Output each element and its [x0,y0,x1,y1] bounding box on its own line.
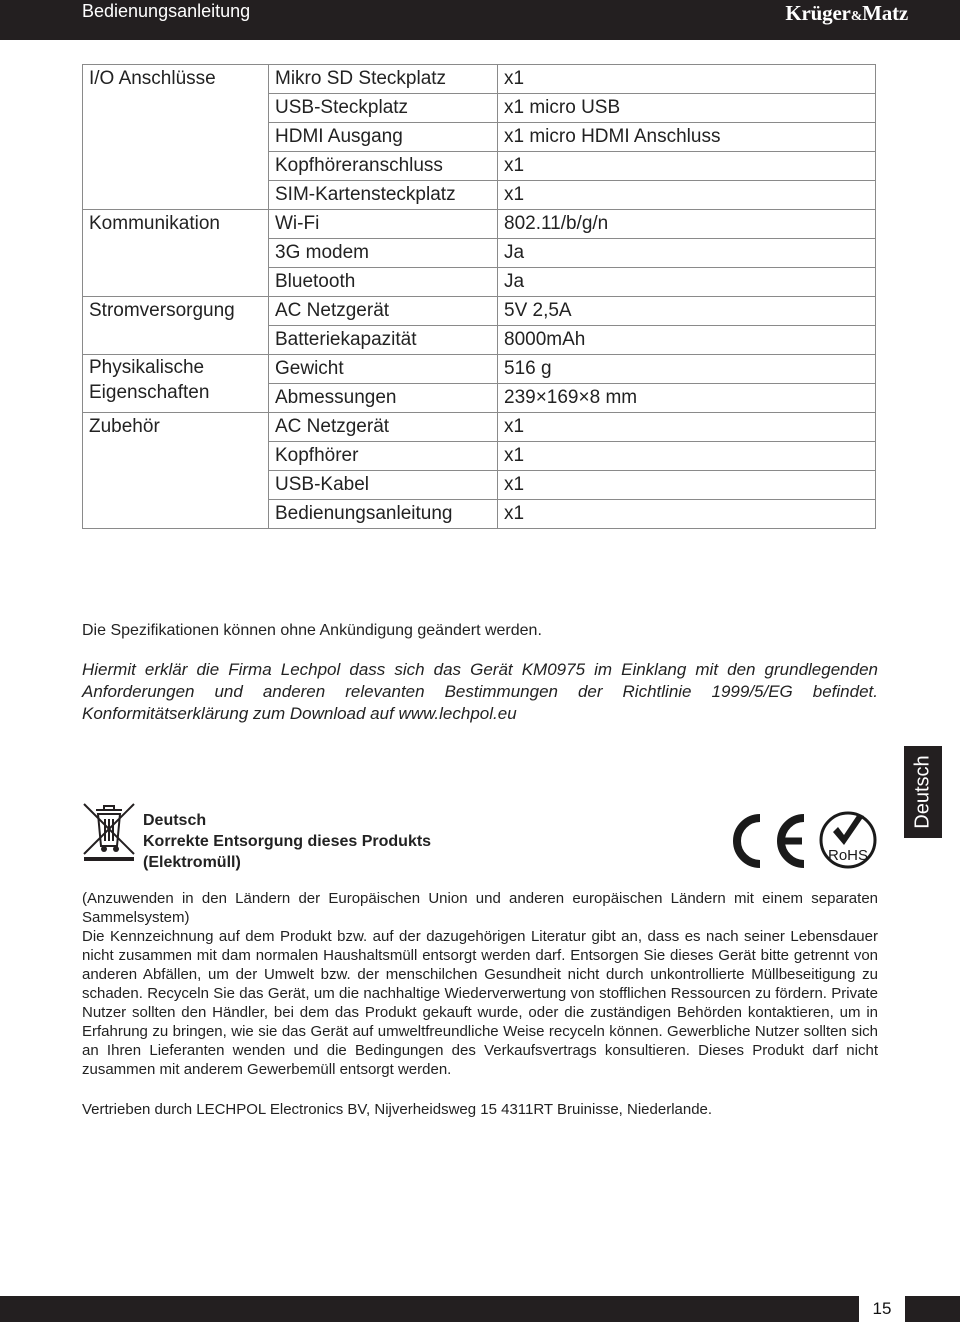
feature-cell: Mikro SD Steckplatz [269,65,498,94]
disposal-heading [143,810,431,873]
feature-cell: AC Netzgerät [269,297,498,326]
conformity-declaration: Hiermit erklär die Firma Lechpol dass sich das Gerät KM0975 im Einklang mit den grundlegenden Anforderungen und anderen relevanten Bestimmungen der Richtlinie 1999/5/EG befindet. Konformitätserklärung zum Download auf www.lechpol.eu [82,660,878,723]
value-cell: x1 [498,471,876,500]
page-number: 15 [859,1296,905,1322]
disposal-heading-language: Deutsch [143,812,207,829]
category-cell: Physikalische Eigenschaften [83,355,269,413]
category-cell: Stromversorgung [83,297,269,355]
specification-note: Die Spezifikationen können ohne Ankündigung geändert werden. [82,622,542,639]
value-cell: 802.11/b/g/n [498,210,876,239]
table-row [83,65,876,94]
language-tab-label: Deutsch [911,755,934,829]
category-cell: Kommunikation [83,210,269,297]
value-cell: 8000mAh [498,326,876,355]
category-cell: Zubehör [83,413,269,529]
feature-cell: USB-Steckplatz [269,94,498,123]
feature-cell: Kopfhöreranschluss [269,152,498,181]
value-cell: Ja [498,268,876,297]
rohs-check-icon [818,810,878,870]
feature-cell: SIM-Kartensteckplatz [269,181,498,210]
rohs-label: RoHS [827,847,869,864]
value-cell: 239×169×8 mm [498,384,876,413]
category-cell: I/O Anschlüsse [83,65,269,210]
crossed-out-wheelie-bin-icon [82,800,136,862]
value-cell: 5V 2,5A [498,297,876,326]
brand-ampersand: & [850,9,863,24]
disposal-heading-title: Korrekte Entsorgung dieses Produkts [143,833,432,850]
value-cell: x1 [498,181,876,210]
feature-cell: USB-Kabel [269,471,498,500]
page-header [0,0,960,40]
table-row [83,297,876,326]
disposal-heading-subtitle: (Elektromüll) [143,854,241,871]
table-row [83,210,876,239]
table-row [83,413,876,442]
feature-cell: HDMI Ausgang [269,123,498,152]
disposal-scope: (Anzuwenden in den Ländern der Europäischen Union und anderen europäischen Ländern mit einem separaten Sammelsystem) [82,890,878,926]
value-cell: x1 [498,442,876,471]
page-footer [0,1296,960,1322]
specifications-table [82,64,876,529]
brand-name: Krüger [785,1,851,25]
value-cell: x1 [498,413,876,442]
value-cell: x1 [498,500,876,529]
feature-cell: Wi-Fi [269,210,498,239]
value-cell: x1 micro HDMI Anschluss [498,123,876,152]
value-cell: x1 [498,65,876,94]
value-cell: x1 micro USB [498,94,876,123]
disposal-text [82,889,878,1079]
brand-name-tail: Matz [862,1,908,25]
feature-cell: Bedienungsanleitung [269,500,498,529]
feature-cell: Bluetooth [269,268,498,297]
disposal-body: Die Kennzeichnung auf dem Produkt bzw. auf der dazugehörigen Literatur gibt an, dass es nach seiner Lebensdauer nicht zusammen mit dam normalen Haushaltsmüll entsorgt werden darf. Entsorgen Sie dieses Gerät bitte getrennt von anderen Abfällen, um der Umwelt bzw. der menschilchen Gesundheit nicht durch unkontrollierte Müllbeseitigung zu schaden. Recyceln Sie das Gerät, um die nachhaltige Wiederverwertung von stofflichen Ressourcen zu fördern. Private Nutzer sollten den Händler, bei dem das Produkt gekauft wurde, oder die zuständigen Behörden kontaktieren, um in Erfahrung zu bringen, wie sie das Gerät auf umweltfreundliche Weise recyceln können. Gewerbliche Nutzer sollten sich an Ihren Lieferanten wenden und die Bedingungen des Verkaufsvertrags konsultieren. Dieses Produkt darf nicht zusammen mit anderem Gewerbemüll entsorgt werden. [82,928,878,1078]
feature-cell: AC Netzgerät [269,413,498,442]
brand-logo [785,2,908,28]
feature-cell: Gewicht [269,355,498,384]
table-row [83,355,876,384]
ce-mark-icon [726,812,810,870]
feature-cell: Batteriekapazität [269,326,498,355]
value-cell: 516 g [498,355,876,384]
distributor-info: Vertrieben durch LECHPOL Electronics BV, Nijverheidsweg 15 4311RT Bruinisse, Niederlande. [82,1101,713,1118]
language-tab [904,746,942,838]
feature-cell: 3G modem [269,239,498,268]
value-cell: Ja [498,239,876,268]
feature-cell: Abmessungen [269,384,498,413]
value-cell: x1 [498,152,876,181]
feature-cell: Kopfhörer [269,442,498,471]
header-title: Bedienungsanleitung [82,1,251,21]
